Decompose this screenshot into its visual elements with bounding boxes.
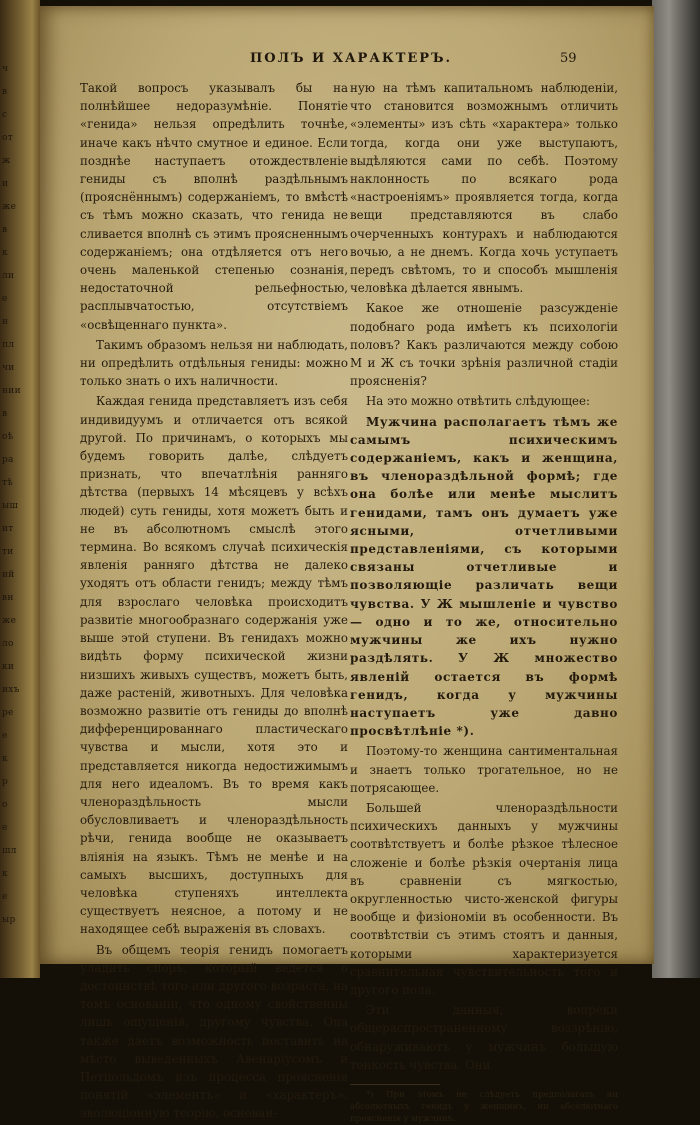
adjacent-page-fragment: ихъ [2, 685, 20, 695]
adjacent-page-fragment: ыш [2, 501, 19, 511]
adjacent-page-fragment: тѣ [2, 478, 14, 488]
adjacent-page-fragment: к [2, 248, 8, 258]
footnote: *) При этомъ не слѣдуетъ предполагать ни абсолютныхъ генидъ у женщинъ, ни абсолютнаго проясненія у мужчинъ. [350, 1089, 618, 1124]
adjacent-page-fragment: ч [2, 64, 9, 74]
adjacent-page-fragment: и [2, 179, 9, 189]
page-number: 59 [560, 51, 577, 66]
spaced-paragraph: Мужчина располагаетъ тѣмъ же самымъ психическимъ содержаніемъ, какъ и женщина, въ членораздѣльной формѣ; где она болѣе или менѣе мыслитъ генидами, тамъ онъ думаетъ уже ясными, отчетливыми представленіями, съ которыми связаны отчетливые и позволяющіе различать вещи чувства. У Ж мышленіе и чувство — одно и то же, относительно мужчины же ихъ нужно раздѣлять. У Ж множество явленій остается въ формѣ генидъ, когда у мужчины наступаетъ уже давно просвѣтлѣніе *). [350, 414, 618, 739]
adjacent-page-fragment: пл [2, 340, 15, 350]
paragraph: Большей членораздѣльности психическихъ данныхъ у мужчины соотвѣтствуетъ и болѣе рѣзкое тѣлесное сложеніе и болѣе рѣзкія очертанія лица въ сравненіи съ мягкостью, округленностью чисто-женской фигуры вообще и физіономіи въ особенности. Въ соотвѣтствіи съ этимъ стоятъ и данныя, которыми характеризуется сравнительная чувствительность того и другого пола. [350, 800, 618, 997]
adjacent-page-fragment: ит [2, 524, 14, 534]
running-title: ПОЛЪ И ХАРАКТЕРЪ. [250, 51, 453, 66]
adjacent-page-fragment: нии [2, 386, 21, 396]
paragraph: Каждая генида представляетъ изъ себя индивидуумъ и отличается отъ всякой другой. По причинамъ, о которыхъ мы будемъ говорить далѣе, слѣдуетъ признать, что впечатлѣнія ранняго дѣтства (первыхъ 14 мѣсяцевъ у всѣхъ людей) суть гениды, хотя можетъ быть и не въ абсолютномъ смыслѣ этого термина. Во всякомъ случаѣ психическія явленія ранняго дѣтства не далеко уходятъ отъ области генидъ; между тѣмъ для взрослаго человѣка происходитъ развитіе многообразнаго содержанія уже выше этой ступени. Въ генидахъ можно видѣть форму психической жизни низшихъ живыхъ существъ, можетъ быть, даже растеній, животныхъ. Для человѣка возможно развитіе отъ гениды до вполнѣ дифференцированнаго пластическаго чувства и мысли, хотя это и представляется никогда недостижимымъ для него идеаломъ. Въ то время какъ членораздѣльность мысли обусловливаетъ и членораздѣльность рѣчи, генида вообще не оказываетъ вліянія на языкъ. Тѣмъ не менѣе и на самыхъ высшихъ, доступныхъ для человѣка ступеняхъ интеллекта существуетъ неясное, а потому и не находящее себѣ выраженія въ словахъ. [80, 394, 348, 937]
adjacent-page-fragment: ли [2, 271, 15, 281]
adjacent-page-fragment: е [2, 731, 8, 741]
adjacent-page-fragment: ло [2, 639, 14, 649]
paragraph: Эти данныя, вопреки общераспространенному воззрѣнію, обнаруживаютъ у мужчинъ большую тонкость чувства. Они [350, 1003, 618, 1072]
paragraph: Поэтому-то женщина сантиментальная и знаетъ только трогательное, но не потрясающее. [350, 744, 618, 795]
adjacent-page-fragment: ий [2, 570, 15, 580]
paragraph: На это можно отвѣтить слѣдующее: [366, 394, 590, 409]
adjacent-page-fragment: е [2, 823, 8, 833]
adjacent-page-fragment: ыр [2, 915, 16, 925]
adjacent-page-fragment: с [2, 110, 8, 120]
adjacent-page-edge [0, 0, 40, 978]
adjacent-page-fragment: же [2, 616, 17, 626]
adjacent-page-fragment: к [2, 754, 8, 764]
paragraph: Какое же отношеніе разсужденіе подобнаго рода имѣетъ къ психологіи половъ? Какъ различаются между собою М и Ж съ точки зрѣнія различной стадіи проясненія? [350, 301, 618, 389]
adjacent-page-fragment: н [2, 317, 9, 327]
paragraph: Такимъ образомъ нельзя ни наблюдать, ни опредѣлить отдѣльныя гениды: можно только знать о ихъ наличности. [80, 337, 348, 389]
adjacent-page-fragment: в [2, 225, 8, 235]
text-column-right [350, 79, 618, 1124]
adjacent-page-fragment: в [2, 409, 8, 419]
paragraph: ную на тѣмъ капитальномъ наблюденіи, что становится возможнымъ отличить «элементы» изъ сѣть «характера» только тогда, когда они уже выступаютъ, выдѣляются сами по себѣ. Поэтому наклонность по всякаго рода «настроеніямъ» проявляется тогда, когда вещи представляются въ слабо очерченныхъ контурахъ и наблюдаются вочью, а не днемъ. Когда хочь уступаетъ передъ свѣтомъ, то и способъ мышленія человѣка дѣлается явнымъ. [350, 81, 618, 296]
book-page [40, 6, 654, 1124]
adjacent-page-fragment: ре [2, 708, 14, 718]
adjacent-page-fragment: чи [2, 363, 15, 373]
paragraph: Такой вопросъ указывалъ бы на полнѣйшее недоразумѣніе. Понятіе «генида» нельзя опредѣлить точнѣе, иначе какъ нѣчто смутное и единое. Если позднѣе наступаетъ отождествленіе гениды съ вполнѣ раздѣльнымъ (прояснённымъ) содержаніемъ, то вмѣстѣ съ тѣмъ можно сказать, что генида не сливается вполнѣ съ этимъ проясненнымъ содержаніемъ; она отдѣляется отъ него очень маленькой степенью сознанія, недостаточной рельефностью, расплывчатостью, отсутствіемъ «освѣщеннаго пункта». [80, 81, 348, 332]
page-header [40, 51, 654, 71]
adjacent-page-fragment: вн [2, 593, 14, 603]
adjacent-page-fragment: ж [2, 156, 11, 166]
adjacent-page-fragment: оѣ [2, 432, 14, 442]
adjacent-page-fragment: ти [2, 547, 14, 557]
adjacent-page-fragment: ра [2, 455, 14, 465]
adjacent-page-fragment: о [2, 800, 8, 810]
footnote-rule [350, 1084, 440, 1085]
adjacent-page-fragment: же [2, 202, 17, 212]
adjacent-page-fragment: от [2, 133, 13, 143]
adjacent-page-fragment: р [2, 777, 9, 787]
paragraph: Въ общемъ теорія генидъ помогаетъ уладить споръ, который ведется о достоинствѣ того или другого возраста, на томъ основаніи, что одному свойственны лишь ощущенія, другому чувства. Она также даетъ возможность поставить на мѣсто выведенныхъ Авенаріусомъ и Петцольдомъ изъ процесса проясненія понятій «элементъ» и «характеръ», эволюціонную теорію, основан- [80, 942, 348, 1121]
book-cover-edge [652, 0, 700, 978]
adjacent-page-fragment: ки [2, 662, 15, 672]
adjacent-page-fragment: е [2, 892, 8, 902]
adjacent-page-fragment: в [2, 87, 8, 97]
adjacent-page-fragment: е [2, 294, 8, 304]
adjacent-page-fragment: к [2, 869, 8, 879]
adjacent-page-fragment: шл [2, 846, 17, 856]
text-column-left [80, 79, 348, 1121]
